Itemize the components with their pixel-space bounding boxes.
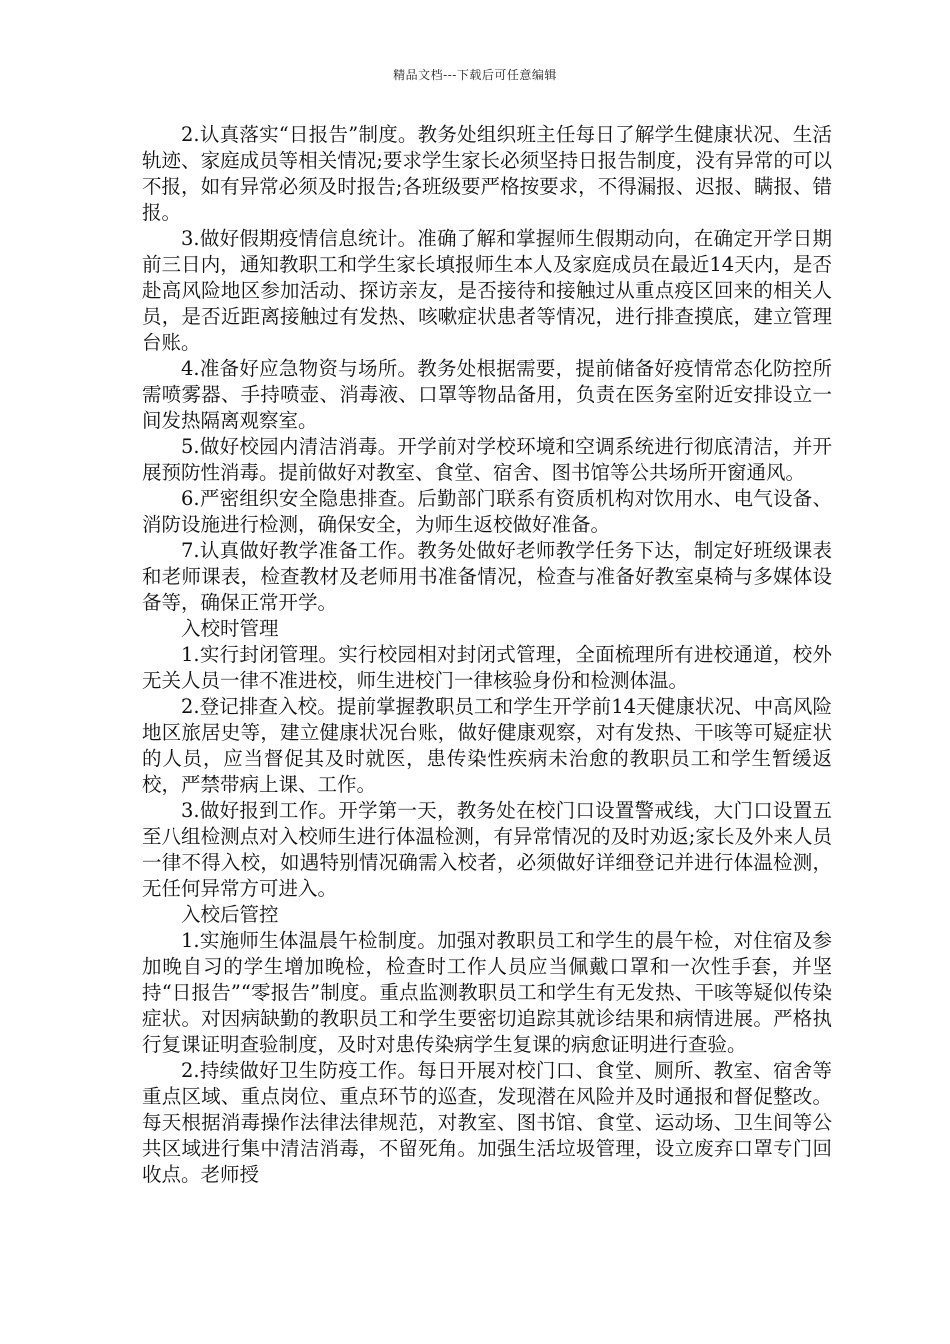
paragraph: 2.持续做好卫生防疫工作。每日开展对校门口、食堂、厕所、教室、宿舍等重点区域、重点岗位、重点环节的巡查，发现潜在风险并及时通报和督促整改。每天根据消毒操作法律法律规范，对教室、图书馆、食堂、运动场、卫生间等公共区域进行集中清洁消毒，不留死角。加强生活垃圾管理，设立废弃口罩专门回收点。老师授 (142, 1059, 832, 1186)
paragraph: 1.实行封闭管理。实行校园相对封闭式管理，全面梳理所有进校通道，校外无关人员一律不准进校，师生进校门一律核验身份和检测体温。 (142, 643, 832, 692)
paragraph: 3.做好假期疫情信息统计。准确了解和掌握师生假期动向，在确定开学日期前三日内，通知教职工和学生家长填报师生本人及家庭成员在最近14天内，是否赴高风险地区参加活动、探访亲友，是否接待和接触过从重点疫区回来的相关人员，是否近距离接触过有发热、咳嗽症状患者等情况，进行排查摸底，建立管理台账。 (142, 227, 832, 354)
section-heading: 入校后管控 (181, 903, 279, 926)
paragraph: 5.做好校园内清洁消毒。开学前对学校环境和空调系统进行彻底清洁，并开展预防性消毒。提前做好对教室、食堂、宿舍、图书馆等公共场所开窗通风。 (142, 435, 832, 484)
paragraph: 2.认真落实“日报告”制度。教务处组织班主任每日了解学生健康状况、生活轨迹、家庭成员等相关情况;要求学生家长必须坚持日报告制度，没有异常的可以不报，如有异常必须及时报告;各班级要严格按要求，不得漏报、迟报、瞒报、错报。 (142, 123, 832, 224)
paragraph: 1.实施师生体温晨午检制度。加强对教职员工和学生的晨午检，对住宿及参加晚自习的学生增加晚检，检查时工作人员应当佩戴口罩和一次性手套，并坚持“日报告”“零报告”制度。重点监测教职员工和学生有无发热、干咳等疑似传染症状。对因病缺勤的教职员工和学生要密切追踪其就诊结果和病情进展。严格执行复课证明查验制度，及时对患传染病学生复课的病愈证明进行查验。 (142, 929, 832, 1056)
page-header: 精品文档---下载后可任意编辑 (393, 68, 557, 82)
paragraph: 7.认真做好教学准备工作。教务处做好老师教学任务下达，制定好班级课表和老师课表，检查教材及老师用书准备情况，检查与准备好教室桌椅与多媒体设备等，确保正常开学。 (142, 539, 832, 614)
paragraph: 4.准备好应急物资与场所。教务处根据需要，提前储备好疫情常态化防控所需喷雾器、手持喷壶、消毒液、口罩等物品备用，负责在医务室附近安排设立一间发热隔离观察室。 (142, 357, 832, 432)
document-body (142, 122, 832, 1188)
paragraph: 6.严密组织安全隐患排查。后勤部门联系有资质机构对饮用水、电气设备、消防设施进行检测，确保安全，为师生返校做好准备。 (142, 487, 832, 536)
paragraph: 2.登记排查入校。提前掌握教职员工和学生开学前14天健康状况、中高风险地区旅居史等，建立健康状况台账，做好健康观察，对有发热、干咳等可疑症状的人员，应当督促其及时就医，患传染性疾病未治愈的教职员工和学生暂缓返校，严禁带病上课、工作。 (142, 695, 832, 796)
section-heading: 入校时管理 (181, 617, 279, 640)
paragraph: 3.做好报到工作。开学第一天，教务处在校门口设置警戒线，大门口设置五至八组检测点对入校师生进行体温检测，有异常情况的及时劝返;家长及外来人员一律不得入校，如遇特别情况确需入校者，必须做好详细登记并进行体温检测，无任何异常方可进入。 (142, 799, 832, 900)
